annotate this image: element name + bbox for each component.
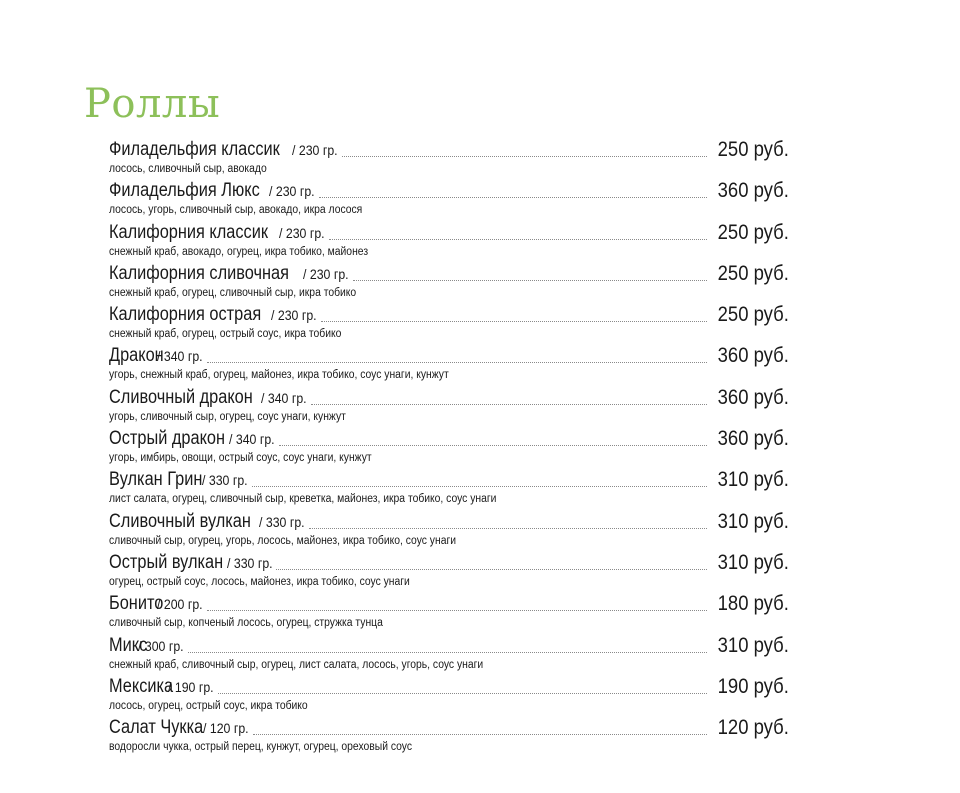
item-description: снежный краб, авокадо, огурец, икра тобико, майонез: [109, 245, 369, 258]
menu-item: [109, 342, 789, 383]
menu-item: [109, 219, 789, 260]
item-weight: / 190 гр.: [168, 678, 214, 695]
item-name: Калифорния сливочная: [109, 262, 289, 284]
item-name: Вулкан Грин: [109, 469, 203, 491]
item-name: Калифорния классик: [109, 221, 269, 243]
menu-item-line: [109, 219, 789, 245]
item-price: 250 руб.: [717, 261, 789, 285]
dot-leader: [321, 320, 707, 322]
item-weight: / 230 гр.: [303, 265, 349, 282]
menu-item: [109, 425, 789, 466]
menu-item-line: [109, 136, 789, 162]
dot-leader: [311, 403, 707, 405]
item-description: снежный краб, сливочный сыр, огурец, лист салата, лосось, угорь, соус унаги: [109, 658, 484, 671]
menu-item-line: [109, 508, 789, 534]
menu-item-line: [109, 714, 789, 740]
item-description: снежный краб, огурец, острый соус, икра тобико: [109, 328, 342, 341]
item-weight: / 230 гр.: [270, 307, 317, 324]
item-price: 250 руб.: [717, 303, 789, 327]
item-weight: / 330 гр.: [202, 472, 249, 489]
dot-leader: [207, 361, 707, 363]
item-price: 310 руб.: [717, 468, 789, 492]
item-price: 120 руб.: [717, 716, 789, 740]
item-description: огурец, острый соус, лосось, майонез, икра тобико, соус унаги: [109, 575, 410, 588]
menu-item: [109, 301, 789, 342]
item-description: лосось, угорь, сливочный сыр, авокадо, икра лосося: [109, 204, 363, 217]
item-description: лист салата, огурец, сливочный сыр, креветка, майонез, икра тобико, соус унаги: [109, 493, 497, 506]
dot-leader: [253, 733, 707, 735]
item-weight: / 340 гр.: [261, 389, 307, 406]
menu-item-line: [109, 425, 789, 451]
menu-item-line: [109, 590, 789, 616]
item-price: 360 руб.: [717, 385, 789, 409]
item-name: Дракон: [109, 345, 164, 367]
item-price: 360 руб.: [717, 427, 789, 451]
dot-leader: [276, 568, 707, 570]
item-description: угорь, снежный краб, огурец, майонез, икра тобико, соус унаги, кунжут: [109, 369, 449, 382]
item-description: водоросли чукка, острый перец, кунжут, огурец, ореховый соус: [109, 741, 413, 754]
dot-leader: [342, 155, 707, 157]
item-name: Филадельфия Люкс: [109, 180, 260, 202]
item-weight: / 300 гр.: [138, 637, 184, 654]
menu-item: [109, 466, 789, 507]
menu-item-line: [109, 632, 789, 658]
item-weight: / 340 гр.: [157, 348, 204, 365]
menu-item: [109, 673, 789, 714]
item-weight: / 200 гр.: [157, 596, 203, 613]
menu-item: [109, 590, 789, 631]
menu-item-line: [109, 177, 789, 203]
section-title: Роллы: [84, 81, 221, 127]
menu-item-line: [109, 342, 789, 368]
dot-leader: [319, 196, 707, 198]
item-weight: / 120 гр.: [203, 720, 249, 737]
item-name: Бонито: [109, 593, 164, 615]
dot-leader: [218, 692, 707, 694]
item-price: 360 руб.: [717, 179, 789, 203]
item-description: снежный краб, огурец, сливочный сыр, икра тобико: [109, 286, 357, 299]
menu-item: [109, 384, 789, 425]
menu-item: [109, 549, 789, 590]
dot-leader: [188, 651, 707, 653]
item-weight: / 230 гр.: [269, 183, 315, 200]
dot-leader: [279, 444, 707, 446]
menu-item: [109, 714, 789, 755]
menu-item-line: [109, 384, 789, 410]
item-name: Филадельфия классик: [109, 139, 280, 160]
item-price: 250 руб.: [717, 220, 789, 244]
dot-leader: [309, 527, 707, 529]
item-weight: / 340 гр.: [228, 431, 275, 448]
item-price: 310 руб.: [717, 509, 789, 533]
item-name: Острый дракон: [109, 428, 226, 450]
menu-item-line: [109, 466, 789, 492]
item-name: Салат Чукка: [109, 717, 204, 739]
item-description: угорь, сливочный сыр, огурец, соус унаги, кунжут: [109, 410, 346, 423]
item-name: Острый вулкан: [109, 551, 224, 573]
dot-leader: [353, 279, 707, 281]
menu-item: [109, 260, 789, 301]
item-weight: / 230 гр.: [292, 142, 339, 158]
item-name: Сливочный дракон: [109, 386, 253, 408]
item-price: 250 руб.: [717, 138, 789, 161]
menu-item-line: [109, 301, 789, 327]
item-description: лосось, огурец, острый соус, икра тобико: [109, 699, 308, 712]
item-weight: / 330 гр.: [258, 513, 305, 530]
item-price: 310 руб.: [717, 550, 789, 574]
item-name: Мексика: [109, 675, 174, 697]
item-name: Микс: [109, 634, 148, 656]
item-price: 190 руб.: [717, 674, 789, 698]
item-price: 310 руб.: [717, 633, 789, 657]
item-description: сливочный сыр, огурец, угорь, лосось, майонез, икра тобико, соус унаги: [109, 534, 457, 547]
menu-item-line: [109, 549, 789, 575]
menu-item-line: [109, 673, 789, 699]
menu-item: [109, 177, 789, 218]
dot-leader: [252, 485, 707, 487]
menu-item: [109, 508, 789, 549]
menu-list: [109, 136, 789, 755]
menu-item: [109, 136, 789, 177]
menu-item-line: [109, 260, 789, 286]
item-name: Сливочный вулкан: [109, 510, 251, 532]
item-name: Калифорния острая: [109, 304, 262, 326]
item-description: сливочный сыр, копченый лосось, огурец, стружка тунца: [109, 617, 383, 630]
item-price: 180 руб.: [717, 592, 789, 616]
item-description: угорь, имбирь, овощи, острый соус, соус унаги, кунжут: [109, 452, 372, 465]
item-price: 360 руб.: [717, 344, 789, 368]
item-weight: / 230 гр.: [278, 224, 325, 241]
dot-leader: [207, 609, 707, 611]
dot-leader: [329, 238, 707, 240]
item-weight: / 330 гр.: [226, 554, 273, 571]
item-description: лосось, сливочный сыр, авокадо: [109, 163, 267, 175]
menu-item: [109, 632, 789, 673]
